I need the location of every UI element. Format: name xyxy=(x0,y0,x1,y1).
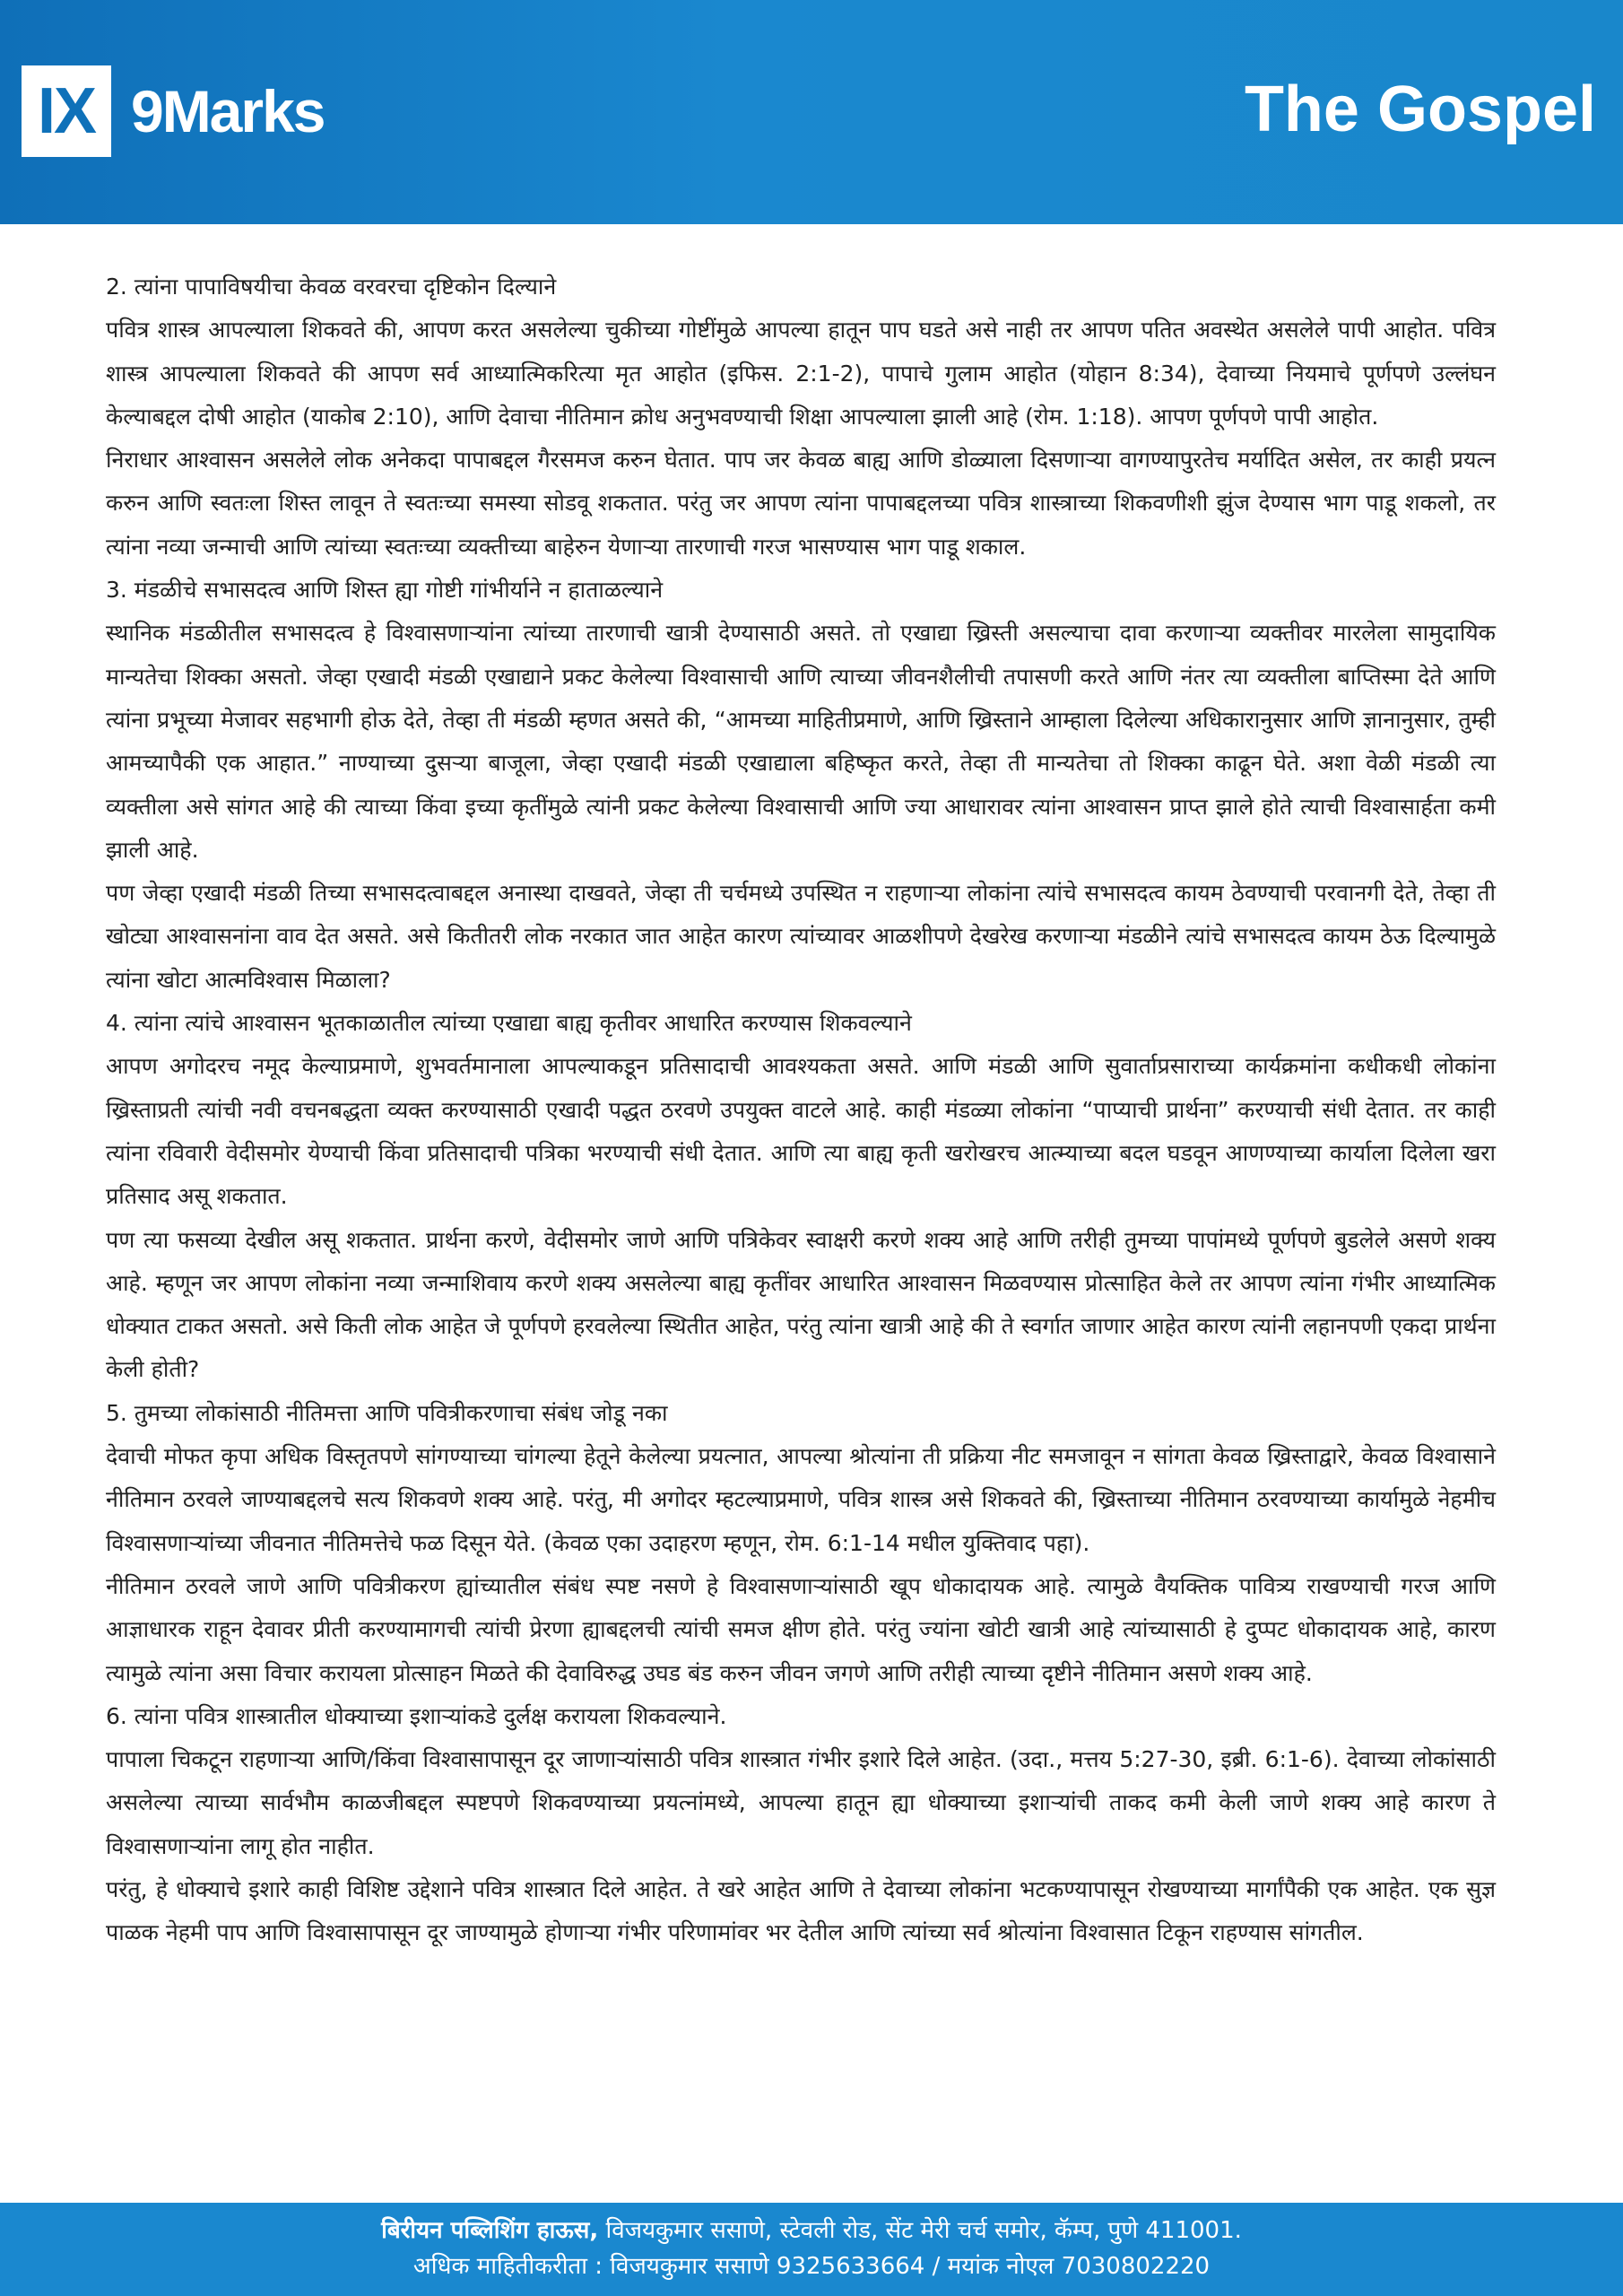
document-title: The Gospel xyxy=(1244,74,1596,145)
section-heading: 6. त्यांना पवित्र शास्त्रातील धोक्याच्या इशाऱ्यांकडे दुर्लक्ष करायला शिकवल्याने. xyxy=(106,1702,727,1729)
logo-text: 9Marks xyxy=(131,78,325,144)
paragraph: देवाची मोफत कृपा अधिक विस्तृतपणे सांगण्याच्या चांगल्या हेतूने केलेल्या प्रयत्नात, आपल्या श्रोत्यांना ती प्रक्रिया नीट समजावून न सांगता केवळ ख्रिस्ताद्वारे, केवळ विश्वासाने नीतिमान ठरवले जाण्याबद्दलचे सत्य शिकवणे शक्य आहे. परंतु, मी अगोदर म्हटल्याप्रमाणे, पवित्र शास्त्र असे शिकवते की, ख्रिस्ताच्या नीतिमान ठरवण्याच्या कार्यामुळे नेहमीच विश्वासणाऱ्यांच्या जीवनात नीतिमत्तेचे फळ दिसून येते. (केवळ एका उदाहरण म्हणून, रोम. 6:1-14 मधील युक्तिवाद पहा). xyxy=(106,1443,1496,1556)
footer-banner xyxy=(0,2203,1623,2296)
paragraph: आपण अगोदरच नमूद केल्याप्रमाणे, शुभवर्तमानाला आपल्याकडून प्रतिसादाची आवश्यकता असते. आणि मंडळी आणि सुवार्ताप्रसाराच्या कार्यक्रमांना कधीकधी लोकांना ख्रिस्ताप्रती त्यांची नवी वचनबद्धता व्यक्त करण्यासाठी एखादी पद्धत ठरवणे उपयुक्त वाटले आहे. काही मंडळ्या लोकांना “पाप्याची प्रार्थना” करण्याची संधी देतात. तर काही त्यांना रविवारी वेदीसमोर येण्याची किंवा प्रतिसादाची पत्रिका भरण्याची संधी देतात. आणि त्या बाह्य कृती खरोखरच आत्म्याच्या बदल घडवून आणण्याच्या कार्याला दिलेला खरा प्रतिसाद असू शकतात. xyxy=(106,1053,1496,1210)
section-heading: 3. मंडळीचे सभासदत्व आणि शिस्त ह्या गोष्टी गांभीर्याने न हाताळल्याने xyxy=(106,577,664,604)
paragraph: स्थानिक मंडळीतील सभासदत्व हे विश्वासणाऱ्यांना त्यांच्या तारणाची खात्री देण्यासाठी असते. तो एखाद्या ख्रिस्ती असल्याचा दावा करणाऱ्या व्यक्तीवर मारलेला सामुदायिक मान्यतेचा शिक्का असतो. जेव्हा एखादी मंडळी एखाद्याने प्रकट केलेल्या विश्वासाची आणि त्याच्या जीवनशैलीची तपासणी करते आणि नंतर त्या व्यक्तीला बाप्तिस्मा देते आणि त्यांना प्रभूच्या मेजावर सहभागी होऊ देते, तेव्हा ती मंडळी म्हणत असते की, “आमच्या माहितीप्रमाणे, आणि ख्रिस्ताने आम्हाला दिलेल्या अधिकारानुसार आणि ज्ञानानुसार, तुम्ही आमच्यापैकी एक आहात.” नाण्याच्या दुसऱ्या बाजूला, जेव्हा एखादी मंडळी एखाद्याला बहिष्कृत करते, तेव्हा ती मान्यतेचा तो शिक्का काढून घेते. अशा वेळी मंडळी त्या व्यक्तीला असे सांगत आहे की त्याच्या किंवा इच्या कृतींमुळे त्यांनी प्रकट केलेल्या विश्वासाची आणि ज्या आधारावर त्यांना आश्वासन प्राप्त झाले होते त्याची विश्वासार्हता कमी झाली आहे. xyxy=(106,620,1496,863)
publisher-address: विजयकुमार ससाणे, स्टेवली रोड, सेंट मेरी चर्च समोर, कॅम्प, पुणे 411001. xyxy=(598,2217,1242,2244)
logo-mark: IX xyxy=(22,65,111,157)
paragraph: पण त्या फसव्या देखील असू शकतात. प्रार्थना करणे, वेदीसमोर जाणे आणि पत्रिकेवर स्वाक्षरी करणे शक्य आहे आणि तरीही तुमच्या पापांमध्ये पूर्णपणे बुडलेले असणे शक्य आहे. म्हणून जर आपण लोकांना नव्या जन्माशिवाय करणे शक्य असलेल्या बाह्य कृतींवर आधारित आश्वासन मिळवण्यास प्रोत्साहित केले तर आपण त्यांना गंभीर आध्यात्मिक धोक्यात टाकत असतो. असे किती लोक आहेत जे पूर्णपणे हरवलेल्या स्थितीत आहेत, परंतु त्यांना खात्री आहे की ते स्वर्गात जाणार आहेत कारण त्यांनी लहानपणी एकदा प्रार्थना केली होती? xyxy=(106,1226,1496,1383)
footer-contact-line: अधिक माहितीकरीता : विजयकुमार ससाणे 9325633664 / मयांक नोएल 7030802220 xyxy=(412,2253,1211,2280)
logo[interactable] xyxy=(22,65,325,157)
publisher-name: बिरीयन पब्लिशिंग हाऊस, xyxy=(381,2217,599,2244)
paragraph: पण जेव्हा एखादी मंडळी तिच्या सभासदत्वाबद्दल अनास्था दाखवते, जेव्हा ती चर्चमध्ये उपस्थित न राहणाऱ्या लोकांना त्यांचे सभासदत्व कायम ठेवण्याची परवानगी देते, तेव्हा ती खोट्या आश्वासनांना वाव देत असते. असे कितीतरी लोक नरकात जात आहेत कारण त्यांच्यावर आळशीपणे देखरेख करणाऱ्या मंडळीने त्यांचे सभासदत्व कायम ठेऊ दिल्यामुळे त्यांना खोटा आत्मविश्वास मिळाला? xyxy=(106,880,1496,993)
article-body xyxy=(106,265,1496,1955)
section-heading: 4. त्यांना त्यांचे आश्वासन भूतकाळातील त्यांच्या एखाद्या बाह्य कृतीवर आधारित करण्यास शिकवल्याने xyxy=(106,1010,912,1037)
footer-address-line xyxy=(0,2213,1623,2248)
paragraph: निराधार आश्वासन असलेले लोक अनेकदा पापाबद्दल गैरसमज करुन घेतात. पाप जर केवळ बाह्य आणि डोळ्याला दिसणाऱ्या वागण्यापुरतेच मर्यादित असेल, तर काही प्रयत्न करुन आणि स्वतःला शिस्त लावून ते स्वतःच्या समस्या सोडवू शकतात. परंतु जर आपण त्यांना पापाबद्दलच्या पवित्र शास्त्राच्या शिकवणीशी झुंज देण्यास भाग पाडू शकलो, तर त्यांना नव्या जन्माची आणि त्यांच्या स्वतःच्या व्यक्तीच्या बाहेरुन येणाऱ्या तारणाची गरज भासण्यास भाग पाडू शकाल. xyxy=(106,447,1496,560)
paragraph: पवित्र शास्त्र आपल्याला शिकवते की, आपण करत असलेल्या चुकीच्या गोष्टींमुळे आपल्या हातून पाप घडते असे नाही तर आपण पतित अवस्थेत असलेले पापी आहोत. पवित्र शास्त्र आपल्याला शिकवते की आपण सर्व आध्यात्मिकरित्या मृत आहोत (इफिस. 2:1-2), पापाचे गुलाम आहोत (योहान 8:34), देवाच्या नियमाचे पूर्णपणे उल्लंघन केल्याबद्दल दोषी आहोत (याकोब 2:10), आणि देवाचा नीतिमान क्रोध अनुभवण्याची शिक्षा आपल्याला झाली आहे (रोम. 1:18). आपण पूर्णपणे पापी आहोत. xyxy=(106,317,1496,430)
section-heading: 5. तुमच्या लोकांसाठी नीतिमत्ता आणि पवित्रीकरणाचा संबंध जोडू नका xyxy=(106,1399,668,1426)
paragraph: पापाला चिकटून राहणाऱ्या आणि/किंवा विश्वासापासून दूर जाणाऱ्यांसाठी पवित्र शास्त्रात गंभीर इशारे दिले आहेत. (उदा., मत्तय 5:27-30, इब्री. 6:1-6). देवाच्या लोकांसाठी असलेल्या त्याच्या सार्वभौम काळजीबद्दल स्पष्टपणे शिकवण्याच्या प्रयत्नांमध्ये, आपल्या हातून ह्या धोक्याच्या इशाऱ्यांची ताकद कमी केली जाणे शक्य आहे कारण ते विश्वासणाऱ्यांना लागू होत नाहीत. xyxy=(106,1746,1496,1859)
section-heading: 2. त्यांना पापाविषयीचा केवळ वरवरचा दृष्टिकोन दिल्याने xyxy=(106,274,557,300)
paragraph: नीतिमान ठरवले जाणे आणि पवित्रीकरण ह्यांच्यातील संबंध स्पष्ट नसणे हे विश्वासणाऱ्यांसाठी खूप धोकादायक आहे. त्यामुळे वैयक्तिक पावित्र्य राखण्याची गरज आणि आज्ञाधारक राहून देवावर प्रीती करण्यामागची त्यांची प्रेरणा ह्याबद्दलची त्यांची समज क्षीण होते. परंतु ज्यांना खोटी खात्री आहे त्यांच्यासाठी हे दुप्पट धोकादायक आहे, कारण त्यामुळे त्यांना असा विचार करायला प्रोत्साहन मिळते की देवाविरुद्ध उघड बंड करुन जीवन जगणे आणि तरीही त्याच्या दृष्टीने नीतिमान असणे शक्य आहे. xyxy=(106,1572,1496,1686)
header-banner xyxy=(0,0,1623,224)
paragraph: परंतु, हे धोक्याचे इशारे काही विशिष्ट उद्देशाने पवित्र शास्त्रात दिले आहेत. ते खरे आहेत आणि ते देवाच्या लोकांना भटकण्यापासून रोखण्याच्या मार्गांपैकी एक आहेत. एक सुज्ञ पाळक नेहमी पाप आणि विश्वासापासून दूर जाण्यामुळे होणाऱ्या गंभीर परिणामांवर भर देतील आणि त्यांच्या सर्व श्रोत्यांना विश्वासात टिकून राहण्यास सांगतील. xyxy=(106,1875,1496,1946)
